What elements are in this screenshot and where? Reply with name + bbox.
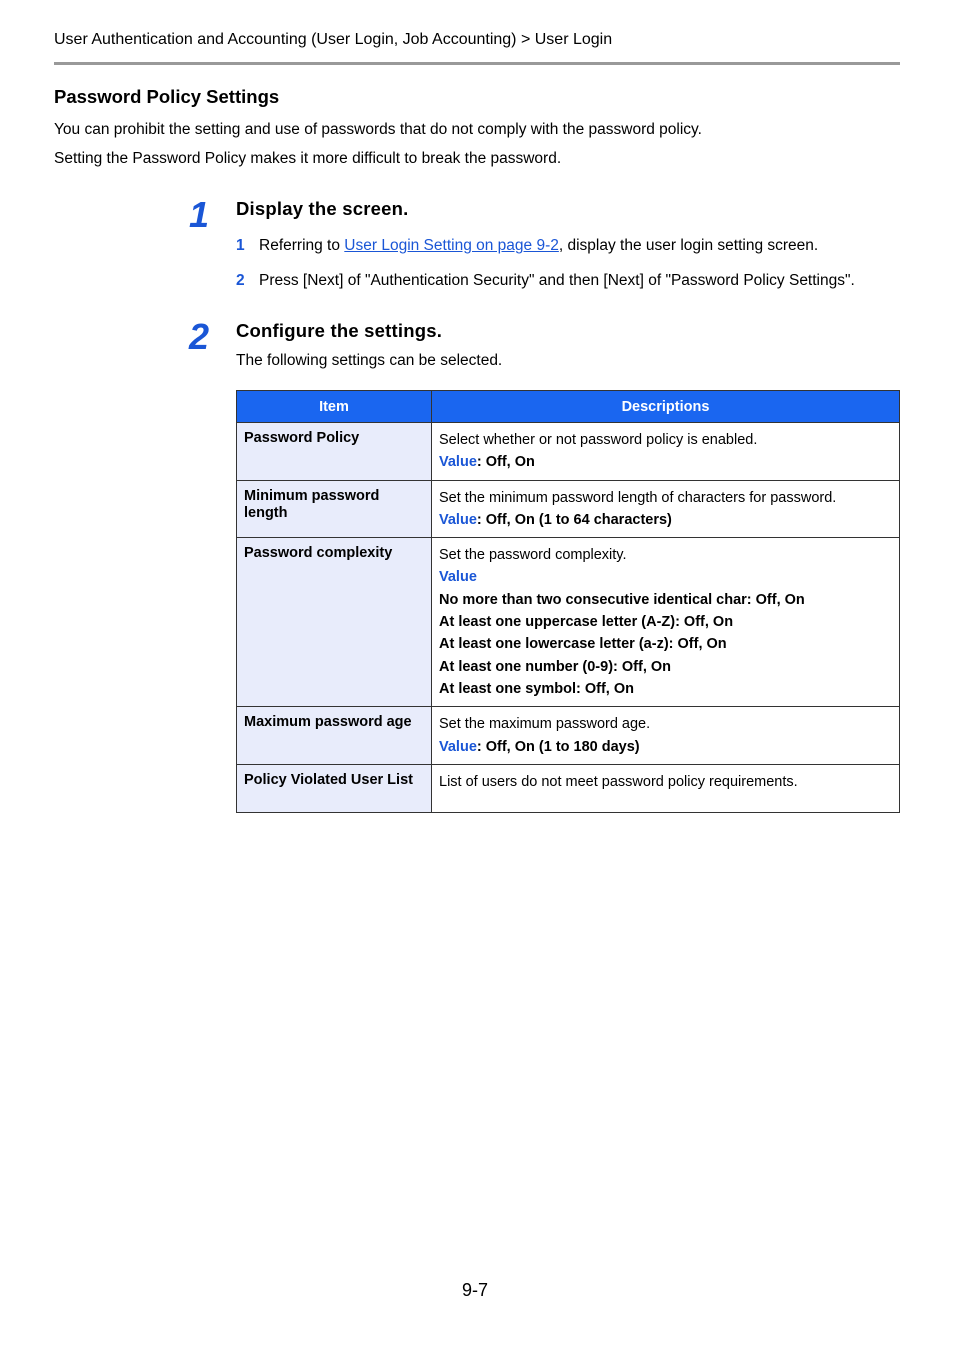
description-cell bbox=[432, 764, 900, 812]
substep-1 bbox=[236, 237, 818, 255]
substep-2-number: 2 bbox=[236, 272, 245, 289]
item-cell: Minimum password length bbox=[237, 480, 432, 538]
table-row bbox=[237, 707, 900, 765]
description-text: Set the maximum password age. bbox=[439, 716, 651, 733]
item-cell: Password complexity bbox=[237, 538, 432, 707]
user-login-setting-link[interactable]: User Login Setting on page 9-2 bbox=[344, 237, 559, 254]
value-label: Value bbox=[439, 454, 477, 471]
breadcrumb: User Authentication and Accounting (User Login, Job Accounting) > User Login bbox=[54, 31, 613, 48]
substep-1-text-after: , display the user login setting screen. bbox=[558, 237, 819, 254]
step-2-title: Configure the settings. bbox=[236, 320, 443, 341]
value-label: Value bbox=[439, 569, 477, 586]
step-2-text: The following settings can be selected. bbox=[236, 352, 503, 369]
page-number: 9-7 bbox=[462, 1280, 489, 1300]
option-line: At least one lowercase letter (a-z): Off, On bbox=[439, 636, 727, 653]
item-cell: Maximum password age bbox=[237, 707, 432, 765]
substep-2 bbox=[236, 272, 855, 290]
table-row bbox=[237, 764, 900, 812]
item-cell: Password Policy bbox=[237, 423, 432, 481]
column-header-descriptions: Descriptions bbox=[432, 391, 900, 423]
description-text: Set the password complexity. bbox=[439, 547, 627, 564]
step-1-number: 1 bbox=[189, 194, 210, 235]
option-line: At least one symbol: Off, On bbox=[439, 680, 634, 697]
value-label: Value bbox=[439, 738, 477, 755]
substep-2-text: Press [Next] of "Authentication Security" and then [Next] of "Password Policy Settings". bbox=[259, 272, 855, 289]
description-text: Select whether or not password policy is enabled. bbox=[439, 432, 758, 448]
value-text: : Off, On (1 to 180 days) bbox=[476, 738, 640, 755]
substep-1-text-before: Referring to bbox=[259, 237, 345, 254]
table-row bbox=[237, 538, 900, 707]
description-cell bbox=[432, 538, 900, 707]
intro-paragraph-2: Setting the Password Policy makes it more difficult to break the password. bbox=[54, 150, 562, 167]
value-label: Value bbox=[439, 511, 477, 528]
intro-paragraph-1: You can prohibit the setting and use of passwords that do not comply with the password policy. bbox=[54, 121, 702, 138]
table-header-row bbox=[237, 391, 900, 423]
value-text: : Off, On bbox=[476, 454, 535, 471]
option-line: At least one uppercase letter (A-Z): Off, On bbox=[439, 614, 734, 631]
table-row bbox=[237, 480, 900, 538]
description-text: Set the minimum password length of characters for password. bbox=[439, 489, 837, 506]
description-text: List of users do not meet password policy requirements. bbox=[439, 773, 798, 790]
description-cell bbox=[432, 423, 900, 481]
header-divider bbox=[54, 62, 900, 65]
step-2-number: 2 bbox=[189, 316, 210, 357]
substep-1-number: 1 bbox=[236, 237, 245, 254]
section-title: Password Policy Settings bbox=[54, 86, 280, 107]
value-text: : Off, On (1 to 64 characters) bbox=[476, 511, 672, 528]
option-line: No more than two consecutive identical char: Off, On bbox=[439, 591, 805, 608]
item-cell: Policy Violated User List bbox=[237, 764, 432, 812]
settings-table bbox=[236, 390, 900, 813]
option-line: At least one number (0-9): Off, On bbox=[439, 658, 672, 675]
description-cell bbox=[432, 480, 900, 538]
step-1-title: Display the screen. bbox=[236, 198, 409, 219]
column-header-item: Item bbox=[237, 391, 432, 423]
table-row bbox=[237, 423, 900, 481]
description-cell bbox=[432, 707, 900, 765]
